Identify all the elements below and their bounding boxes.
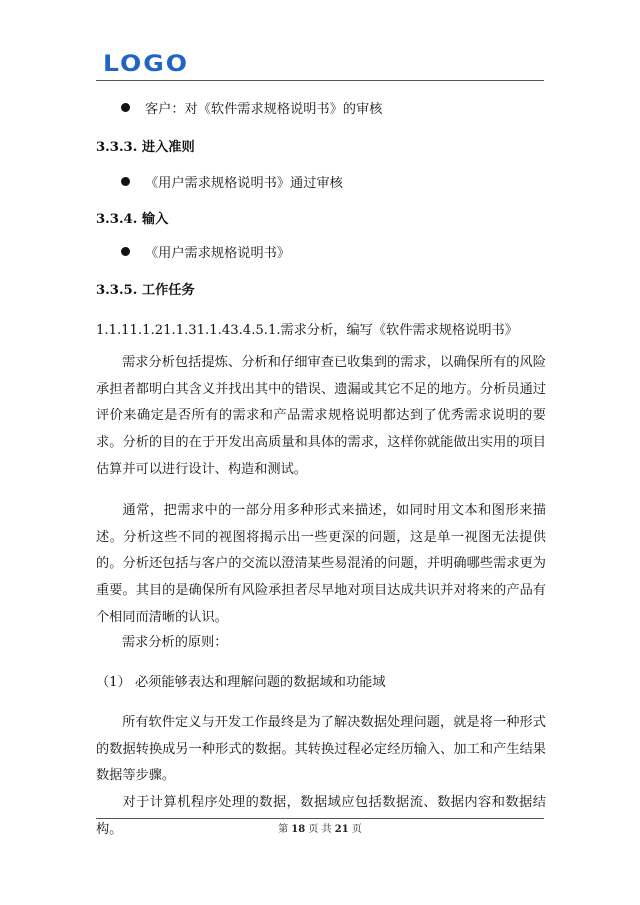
paragraph-text: 需求分析的原则：	[122, 635, 228, 650]
bullet-dot-icon	[121, 247, 130, 256]
paragraph	[96, 498, 546, 632]
paragraph	[96, 790, 546, 843]
footer-middle: 页 共	[308, 824, 332, 835]
bullet-dot-icon	[121, 103, 130, 112]
logo: LOGO	[103, 49, 190, 77]
bullet-text: 《用户需求规格说明书》	[145, 246, 291, 261]
paragraph	[96, 710, 546, 790]
bullet-item	[121, 242, 290, 261]
paragraph	[96, 350, 546, 484]
section-heading: 3.3.3. 进入准则	[96, 140, 195, 155]
footer-prefix: 第	[278, 824, 289, 835]
bullet-text: 《用户需求规格说明书》通过审核	[145, 176, 343, 191]
paragraph	[96, 630, 546, 657]
footer-suffix: 页	[351, 824, 362, 835]
paragraph-text: 对于计算机程序处理的数据，数据域应包括数据流、数据内容和数据结构。	[96, 795, 546, 837]
current-page-number: 18	[291, 824, 306, 835]
bullet-text: 客户：对《软件需求规格说明书》的审核	[145, 102, 383, 117]
section-heading: 3.3.4. 输入	[96, 212, 169, 227]
footer-divider	[96, 818, 544, 819]
bullet-dot-icon	[121, 177, 130, 186]
page-footer	[0, 820, 640, 835]
total-page-count: 21	[334, 824, 349, 835]
paragraph-text: 通常，把需求中的一部分用多种形式来描述，如同时用文本和图形来描述。分析这些不同的视图将揭示出一些更深的问题，这是单一视图无法提供的。分析还包括与客户的交流以澄清某些易混淆的问题，并明确哪些需求更为重要。其目的是确保所有风险承担者尽早地对项目达成共识并对将来的产品有个相同而清晰的认识。	[96, 503, 546, 625]
section-heading: 3.3.5. 工作任务	[96, 283, 195, 298]
paragraph-text: （1） 必须能够表达和理解问题的数据域和功能域	[96, 675, 386, 690]
numbered-principle	[96, 670, 546, 697]
header-divider	[96, 80, 544, 81]
bullet-item	[121, 172, 343, 191]
bullet-item	[121, 98, 382, 117]
paragraph-text: 所有软件定义与开发工作最终是为了解决数据处理问题，就是将一种形式的数据转换成另一种形式的数据。其转换过程必定经历输入、加工和产生结果数据等步骤。	[96, 715, 546, 784]
numbered-task-line: 1.1.11.1.21.1.31.1.43.4.5.1.需求分析，编写《软件需求规格说明书》	[96, 323, 518, 338]
paragraph-text: 需求分析包括提炼、分析和仔细审查已收集到的需求，以确保所有的风险承担者都明白其含义并找出其中的错误、遗漏或其它不足的地方。分析员通过评价来确定是否所有的需求和产品需求规格说明都达到了优秀需求说明的要求。分析的目的在于开发出高质量和具体的需求，这样你就能做出实用的项目估算并可以进行设计、构造和测试。	[96, 355, 546, 477]
